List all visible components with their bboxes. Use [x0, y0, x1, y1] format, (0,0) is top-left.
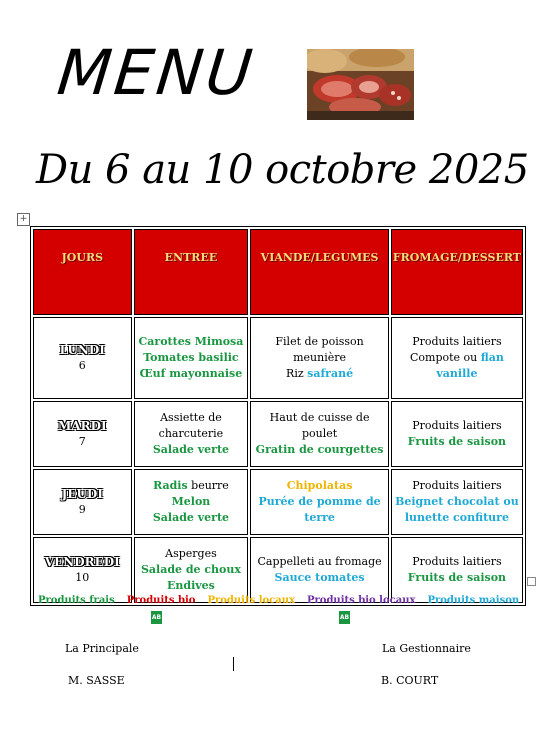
entree-cell — [134, 401, 249, 467]
main-line-text: Chipolatas — [286, 479, 353, 492]
entree-item: Œuf mayonnaise — [139, 367, 243, 380]
dessert-line — [393, 418, 521, 434]
main-line-text: Purée de pomme de terre — [258, 495, 381, 524]
entree-cell — [134, 469, 249, 535]
fromage-dessert-cell — [391, 401, 523, 467]
dessert-line-text: Compote ou — [409, 351, 481, 364]
entree-item: Endives — [167, 579, 215, 592]
dessert-line-text: Produits laitiers — [412, 335, 502, 348]
fromage-dessert-cell — [391, 317, 523, 399]
main-line-text: Haut de cuisse de poulet — [269, 411, 370, 440]
signature-left-name: M. SASSE — [68, 674, 125, 687]
column-header-jours: JOURS — [33, 229, 132, 315]
dessert-line — [393, 478, 521, 494]
legend-item-frais: Produits frais — [38, 595, 115, 606]
viande-legumes-cell — [250, 537, 389, 603]
signature-left-role: La Principale — [65, 642, 139, 655]
entree-cell — [134, 537, 249, 603]
fromage-dessert-cell — [391, 537, 523, 603]
entree-item: Salade verte — [152, 443, 230, 456]
main-line — [252, 334, 387, 366]
main-line — [252, 570, 387, 586]
dessert-line — [393, 434, 521, 450]
day-date: 6 — [78, 359, 86, 372]
day-cell — [33, 469, 132, 535]
entree-item: Asperges — [165, 547, 217, 560]
column-header-viande-legumes: VIANDE/LEGUMES — [250, 229, 389, 315]
dessert-line — [393, 510, 521, 526]
entree-item: Melon — [171, 495, 211, 508]
entree-cell — [134, 317, 249, 399]
dessert-line-text: vanille — [436, 367, 478, 380]
entree-item-part: Radis — [153, 479, 188, 492]
day-name: JEUDI — [61, 487, 103, 501]
main-line — [252, 494, 387, 526]
menu-date-range: Du 6 au 10 octobre 2025 — [36, 147, 529, 193]
menu-title: MENU — [54, 36, 259, 109]
table-row — [33, 537, 523, 603]
table-row — [33, 401, 523, 467]
entree-item: Carottes Mimosa — [138, 335, 244, 348]
day-name: VENDREDI — [44, 555, 120, 569]
day-cell — [33, 317, 132, 399]
table-move-handle-icon[interactable]: + — [17, 213, 30, 226]
entree-item-part: beurre — [187, 479, 229, 492]
menu-table-body — [33, 317, 523, 603]
menu-table — [30, 226, 526, 606]
signature-right-role: La Gestionnaire — [382, 642, 471, 655]
day-cell — [33, 401, 132, 467]
entree-item: Tomates basilic — [143, 351, 239, 364]
day-date: 10 — [75, 571, 90, 584]
table-row — [33, 469, 523, 535]
viande-legumes-cell — [250, 469, 389, 535]
charcuterie-photo — [307, 49, 414, 120]
dessert-line-text: Produits laitiers — [412, 479, 502, 492]
dessert-line — [393, 570, 521, 586]
day-name: MARDI — [58, 419, 107, 433]
dessert-line-text: Fruits de saison — [407, 435, 507, 448]
main-line-text: Sauce tomates — [274, 571, 365, 584]
main-line-text: Filet de poisson meunière — [275, 335, 364, 364]
dessert-line-text: flan — [480, 351, 504, 364]
ab-bio-logo-icon: AB — [339, 611, 350, 624]
ab-bio-logo-icon: AB — [151, 611, 162, 624]
dessert-line — [393, 334, 521, 350]
day-date: 9 — [78, 503, 86, 516]
main-line — [252, 442, 387, 458]
dessert-line-text: Fruits de saison — [407, 571, 507, 584]
signature-right-name: B. COURT — [381, 674, 439, 687]
dessert-line-text: lunette confiture — [404, 511, 509, 524]
legend-item-maison: Produits maison — [427, 595, 520, 606]
table-resize-handle[interactable] — [527, 577, 536, 586]
fromage-dessert-cell — [391, 469, 523, 535]
column-header-entree: ENTREE — [134, 229, 249, 315]
dessert-line — [393, 350, 521, 366]
dessert-line-text: Produits laitiers — [412, 555, 502, 568]
legend — [38, 595, 531, 606]
entree-item — [136, 478, 247, 494]
day-date: 7 — [78, 435, 86, 448]
dessert-line — [393, 366, 521, 382]
dessert-line-text: Produits laitiers — [412, 419, 502, 432]
day-cell — [33, 537, 132, 603]
main-line-text: Riz — [286, 367, 308, 380]
text-cursor — [233, 657, 234, 671]
main-line — [252, 554, 387, 570]
dessert-line-text: Beignet chocolat ou — [395, 495, 519, 508]
day-name: LUNDI — [59, 343, 105, 357]
main-line — [252, 366, 387, 382]
dessert-line — [393, 554, 521, 570]
main-line — [252, 410, 387, 442]
main-line-text: safrané — [307, 367, 354, 380]
legend-item-locaux: Produits locaux — [207, 595, 295, 606]
dessert-line — [393, 494, 521, 510]
main-line-text: Gratin de courgettes — [255, 443, 384, 456]
entree-item: Assiette de charcuterie — [158, 411, 224, 440]
viande-legumes-cell — [250, 401, 389, 467]
viande-legumes-cell — [250, 317, 389, 399]
legend-item-bio: Produits bio — [126, 595, 196, 606]
legend-item-bio-locaux: Produits bio locaux — [306, 595, 416, 606]
table-header-row — [33, 229, 523, 315]
entree-item: Salade verte — [152, 511, 230, 524]
column-header-fromage-dessert: FROMAGE/DESSERT — [391, 229, 523, 315]
table-row — [33, 317, 523, 399]
main-line — [252, 478, 387, 494]
main-line-text: Cappelleti au fromage — [257, 555, 382, 568]
entree-item: Salade de choux — [140, 563, 241, 576]
